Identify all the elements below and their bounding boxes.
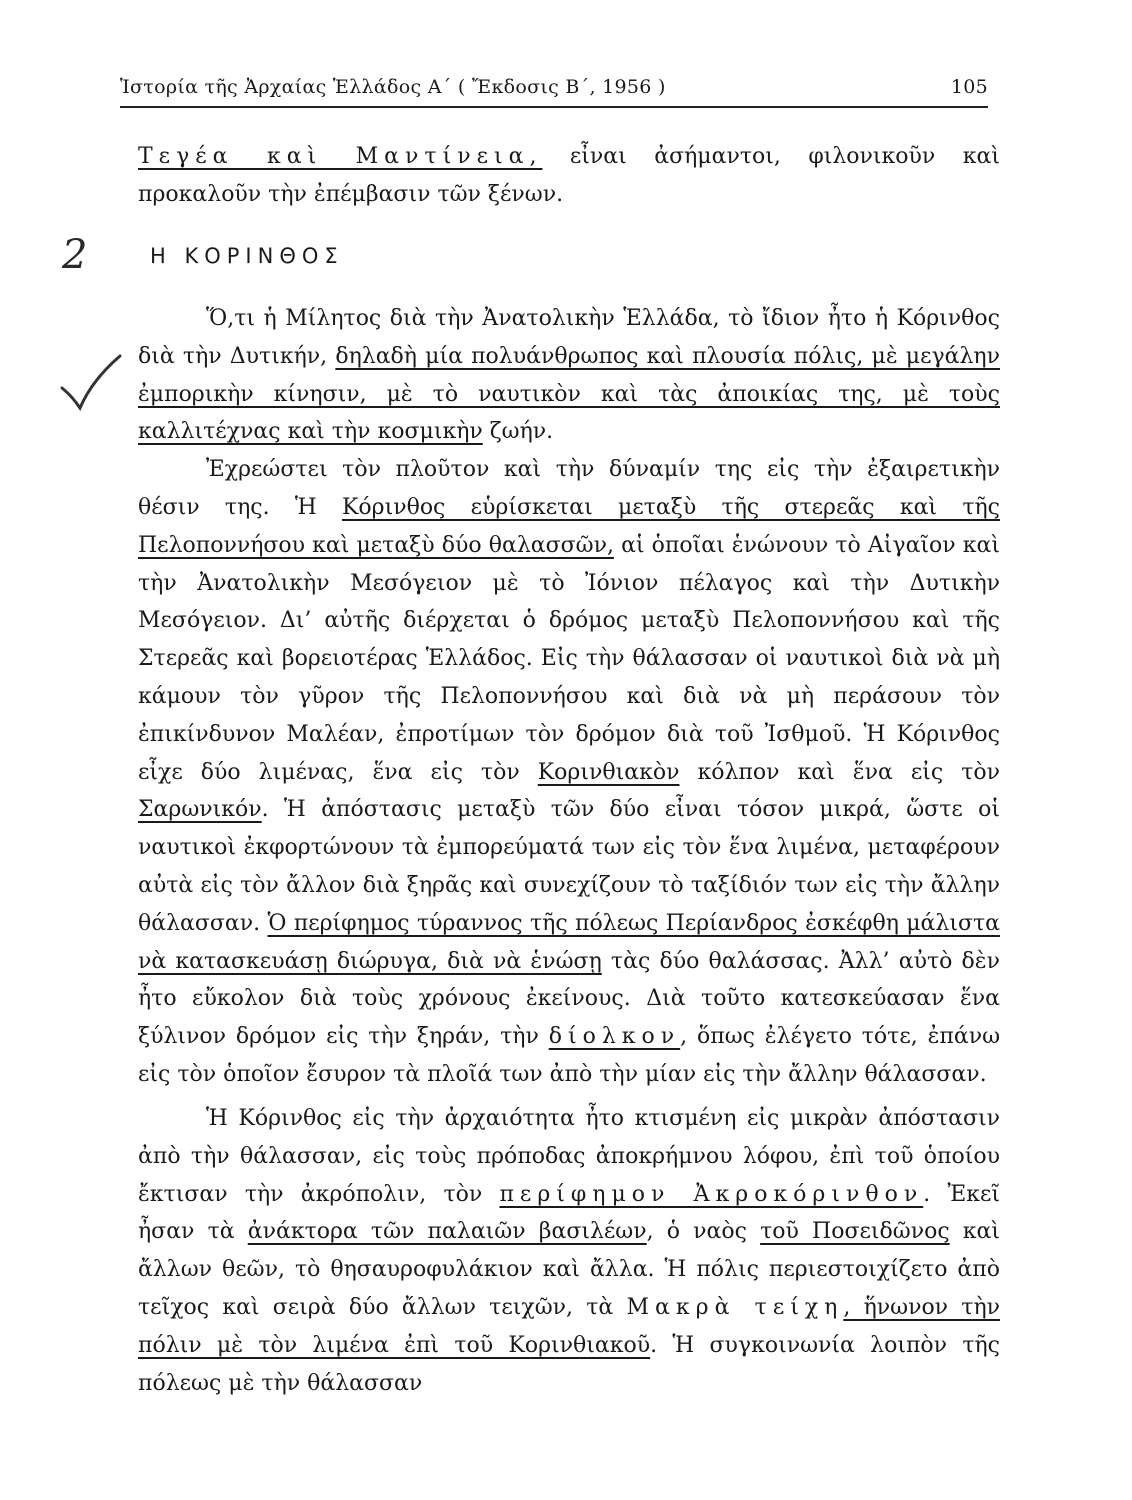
running-header [120,76,988,108]
handwritten-check-mark [58,352,128,422]
underlined-phrase: Κόρινθος εὑρίσκεται μεταξὺ τῆς στερεᾶς καὶ τῆς Πελοποννήσου καὶ μεταξὺ δύο θαλασσῶν, [138,494,1000,558]
underlined-phrase: περίφημον Ἀκροκόρινθον [499,1181,924,1207]
spaced-term: Μακρὰ τείχη [626,1294,844,1320]
underlined-term: Κορινθιακὸν [537,759,680,785]
intro-lead-names: Τεγέα καὶ Μαντίνεια, [138,144,543,169]
header-title: Ἱστορία τῆς Ἀρχαίας Ἑλλάδος Α΄ ( Ἔκδοσις Β΄, 1956 ) [120,76,666,98]
main-paragraphs [138,300,1000,1094]
underlined-term: Σαρωνικόν [138,797,262,823]
intro-paragraph [138,138,1000,214]
section-heading: Η ΚΟΡΙΝΘΟΣ [150,244,344,268]
underlined-phrase: Ὁ περίφημος τύραννος τῆς πόλεως Περίανδρος ἐσκέφθη μάλιστα νὰ κατασκευάσῃ διώρυγα, διὰ νὰ ἑνώσῃ [138,910,1001,974]
underlined-phrase: ἀνάκτορα τῶν παλαιῶν βασιλέων [247,1219,647,1245]
final-paragraph-block [138,1100,1000,1402]
underlined-phrase: τοῦ Ποσειδῶνος [760,1219,950,1245]
paragraph-2: Ἐχρεώστει τὸν πλοῦτον καὶ τὴν δύναμίν της εἰς τὴν ἐξαιρετικὴν θέσιν της. Ἡ Κόρινθος εὑρίσκεται μεταξὺ τῆς στερεᾶς καὶ τῆς Πελοποννήσου καὶ μεταξὺ δύο θαλασσῶν, αἱ ὁποῖαι ἑνώνουν τὸ Αἰγαῖον καὶ τὴν Ἀνατολικὴν Μεσόγειον μὲ τὸ Ἰόνιον πέλαγος καὶ τὴν Δυτικὴν Μεσόγειον. Δι’ αὐτῆς διέρχεται ὁ δρόμος μεταξὺ Πελοποννήσου καὶ τῆς Στερεᾶς καὶ βορειοτέρας Ἑλλάδος. Εἰς τὴν θάλασσαν οἱ ναυτικοὶ διὰ νὰ μὴ κάμουν τὸν γῦρον τῆς Πελοποννήσου καὶ διὰ νὰ μὴ περάσουν τὸν ἐπικίνδυνον Μαλέαν, ἐπροτίμων τὸν δρόμον διὰ τοῦ Ἰσθμοῦ. Ἡ Κόρινθος εἶχε δύο λιμένας, ἕνα εἰς τὸν Κορινθιακὸν κόλπον καὶ ἕνα εἰς τὸν Σαρωνικόν. Ἡ ἀπόστασις μεταξὺ τῶν δύο εἶναι τόσον μικρά, ὥστε οἱ ναυτικοὶ ἐκφορτώνουν τὰ ἐμπορεύματά των εἰς τὸν ἕνα λιμένα, μεταφέρουν αὐτὰ εἰς τὸν ἄλλον διὰ ξηρᾶς καὶ συνεχίζουν τὸ ταξίδιόν των εἰς τὴν ἄλλην θάλασσαν. Ὁ περίφημος τύραννος τῆς πόλεως Περίανδρος ἐσκέφθη μάλιστα νὰ κατασκευάσῃ διώρυγα, διὰ νὰ ἑνώσῃ τὰς δύο θαλάσσας. Ἀλλ’ αὐτὸ δὲν ἦτο εὔκολον διὰ τοὺς χρόνους ἐκείνους. Διὰ τοῦτο κατεσκεύασαν ἕνα ξύλινον δρόμον εἰς τὴν ξηράν, τὴν δίολκον, ὅπως ἐλέγετο τότε, ἐπάνω εἰς τὸν ὁποῖον ἔσυρον τὰ πλοῖά των ἀπὸ τὴν μίαν εἰς τὴν ἄλλην θάλασσαν. [138,457,1001,1087]
intro-rest: εἶναι ἀσήμαντοι, φιλονικοῦν καὶ προκαλοῦν τὴν ἐπέμβασιν τῶν ξένων. [138,144,1000,207]
paragraph-1: Ὅ,τι ἡ Μίλητος διὰ τὴν Ἀνατολικὴν Ἑλλάδα, τὸ ἴδιον ἦτο ἡ Κόρινθος διὰ τὴν Δυτικήν, δηλαδὴ μία πολυάνθρωπος καὶ πλουσία πόλις, μὲ μεγάλην ἐμπορικὴν κίνησιν, μὲ τὸ ναυτικὸν καὶ τὰς ἀποικίας της, μὲ τοὺς καλλιτέχνας καὶ τὴν κοσμικὴν ζωήν. [138,306,1000,445]
underlined-term: δίολκον [548,1024,681,1050]
underlined-phrase: , ἥνωνον τὴν πόλιν μὲ τὸν λιμένα ἐπὶ τοῦ Κορινθιακοῦ [138,1294,1001,1358]
handwritten-number: 2 [62,232,88,278]
page-number: 105 [950,76,988,98]
underlined-phrase: δηλαδὴ μία πολυάνθρωπος καὶ πλουσία πόλις, μὲ μεγάλην ἐμπορικὴν κίνησιν, μὲ τὸ ναυτικὸν καὶ τὰς ἀποικίας της, μὲ τοὺς καλλιτέχνας καὶ τὴν κοσμικὴν [138,343,1000,445]
paragraph-3: Ἡ Κόρινθος εἰς τὴν ἀρχαιότητα ἦτο κτισμένη εἰς μικρὰν ἀπόστασιν ἀπὸ τὴν θάλασσαν, εἰς τοὺς πρόποδας ἀποκρήμνου λόφου, ἐπὶ τοῦ ὁποίου ἔκτισαν τὴν ἀκρόπολιν, τὸν περίφημον Ἀκροκόρινθον. Ἐκεῖ ἦσαν τὰ ἀνάκτορα τῶν παλαιῶν βασιλέων, ὁ ναὸς τοῦ Ποσειδῶνος καὶ ἄλλων θεῶν, τὸ θησαυροφυλάκιον καὶ ἄλλα. Ἡ πόλις περιεστοιχίζετο ἀπὸ τεῖχος καὶ σειρὰ δύο ἄλλων τειχῶν, τὰ Μακρὰ τείχη, ἥνωνον τὴν πόλιν μὲ τὸν λιμένα ἐπὶ τοῦ Κορινθιακοῦ. Ἡ συγκοινωνία λοιπὸν τῆς πόλεως μὲ τὴν θάλασσαν [138,1106,1001,1396]
